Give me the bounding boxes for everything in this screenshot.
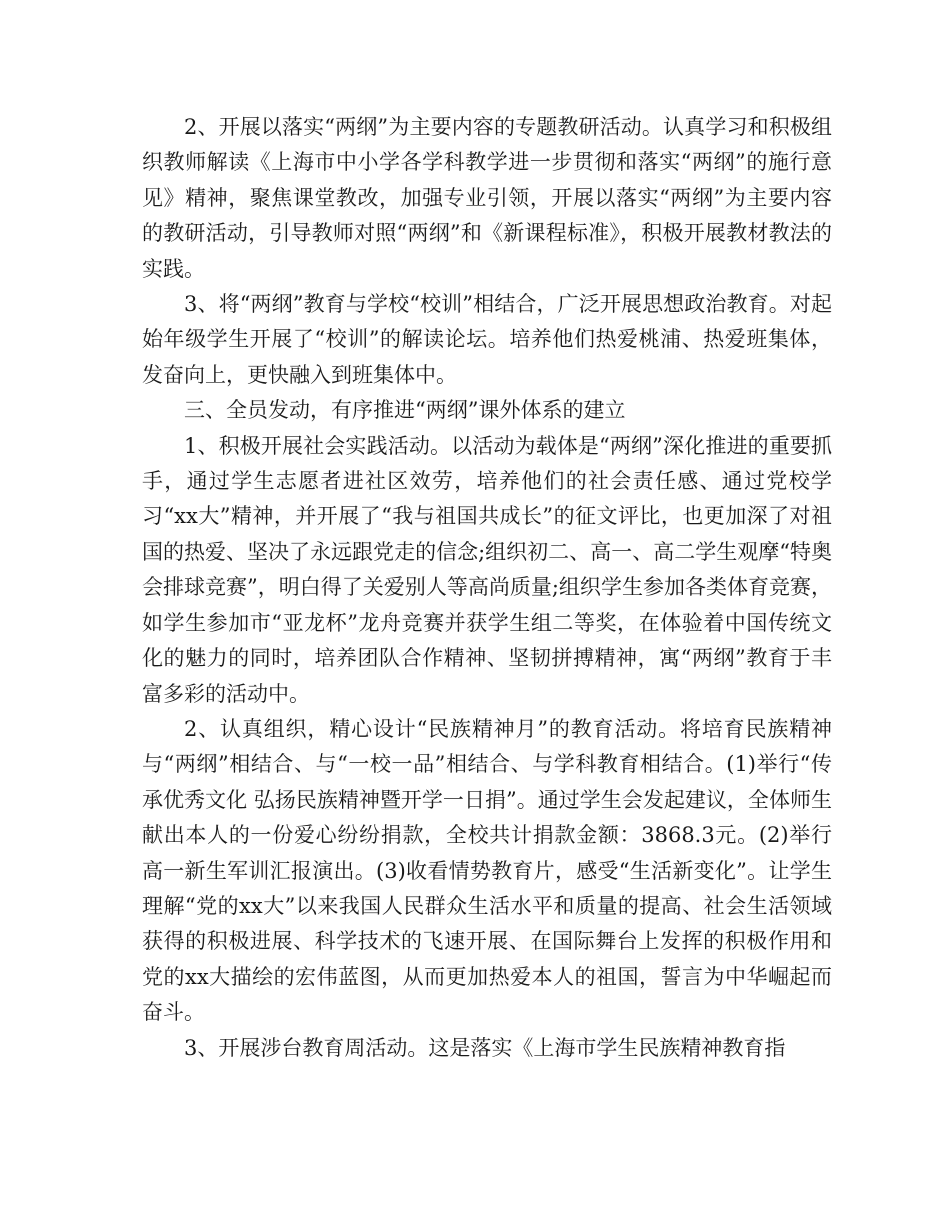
paragraph-teaching-research: 2、开展以落实“两纲”为主要内容的专题教研活动。认真学习和积极组织教师解读《上海市中小学各学科教学进一步贯彻和落实“两纲”的施行意见》精神，聚焦课堂教改，加强专业引领，开展以落实“两纲”为主要内容的教研活动，引导教师对照“两纲”和《新课程标准》，积极开展教材教法的实践。 <box>142 115 832 281</box>
document-body <box>142 110 832 1066</box>
paragraph-social-practice: 1、积极开展社会实践活动。以活动为载体是“两纲”深化推进的重要抓手，通过学生志愿者进社区效劳，培养他们的社会责任感、通过党校学习“xx大”精神，并开展了“我与祖国共成长”的征文评比，也更加深了对祖国的热爱、坚决了永远跟党走的信念;组织初二、高一、高二学生观摩“特奥会排球竞赛”，明白得了关爱别人等高尚质量;组织学生参加各类体育竞赛，如学生参加市“亚龙杯”龙舟竞赛并获学生组二等奖，在体验着中国传统文化的魅力的同时，培养团队合作精神、坚韧拼搏精神，寓“两纲”教育于丰富多彩的活动中。 <box>142 433 832 706</box>
section-heading-extracurricular: 三、全员发动，有序推进“两纲”课外体系的建立 <box>184 398 626 423</box>
paragraph-national-spirit-month: 2、认真组织，精心设计“民族精神月”的教育活动。将培育民族精神与“两纲”相结合、与“一校一品”相结合、与学科教育相结合。(1)举行“传承优秀文化 弘扬民族精神暨开学一日捐”。通过学生会发起建议，全体师生献出本人的一份爱心纷纷捐款，全校共计捐款金额：3868.3元。(2)举行高一新生军训汇报演出。(3)收看情势教育片，感受“生活新变化”。让学生理解“党的xx大”以来我国人民群众生活水平和质量的提高、社会生活领域获得的积极进展、科学技术的飞速开展、在国际舞台上发挥的积极作用和党的xx大描绘的宏伟蓝图，从而更加热爱本人的祖国，誓言为中华崛起而奋斗。 <box>142 716 832 1025</box>
paragraph-taiwan-education-week: 3、开展涉台教育周活动。这是落实《上海市学生民族精神教育指 <box>184 1035 786 1060</box>
paragraph-school-motto: 3、将“两纲”教育与学校“校训”相结合，广泛开展思想政治教育。对起始年级学生开展了“校训”的解读论坛。培养他们热爱桃浦、热爱班集体，发奋向上，更快融入到班集体中。 <box>142 292 832 387</box>
